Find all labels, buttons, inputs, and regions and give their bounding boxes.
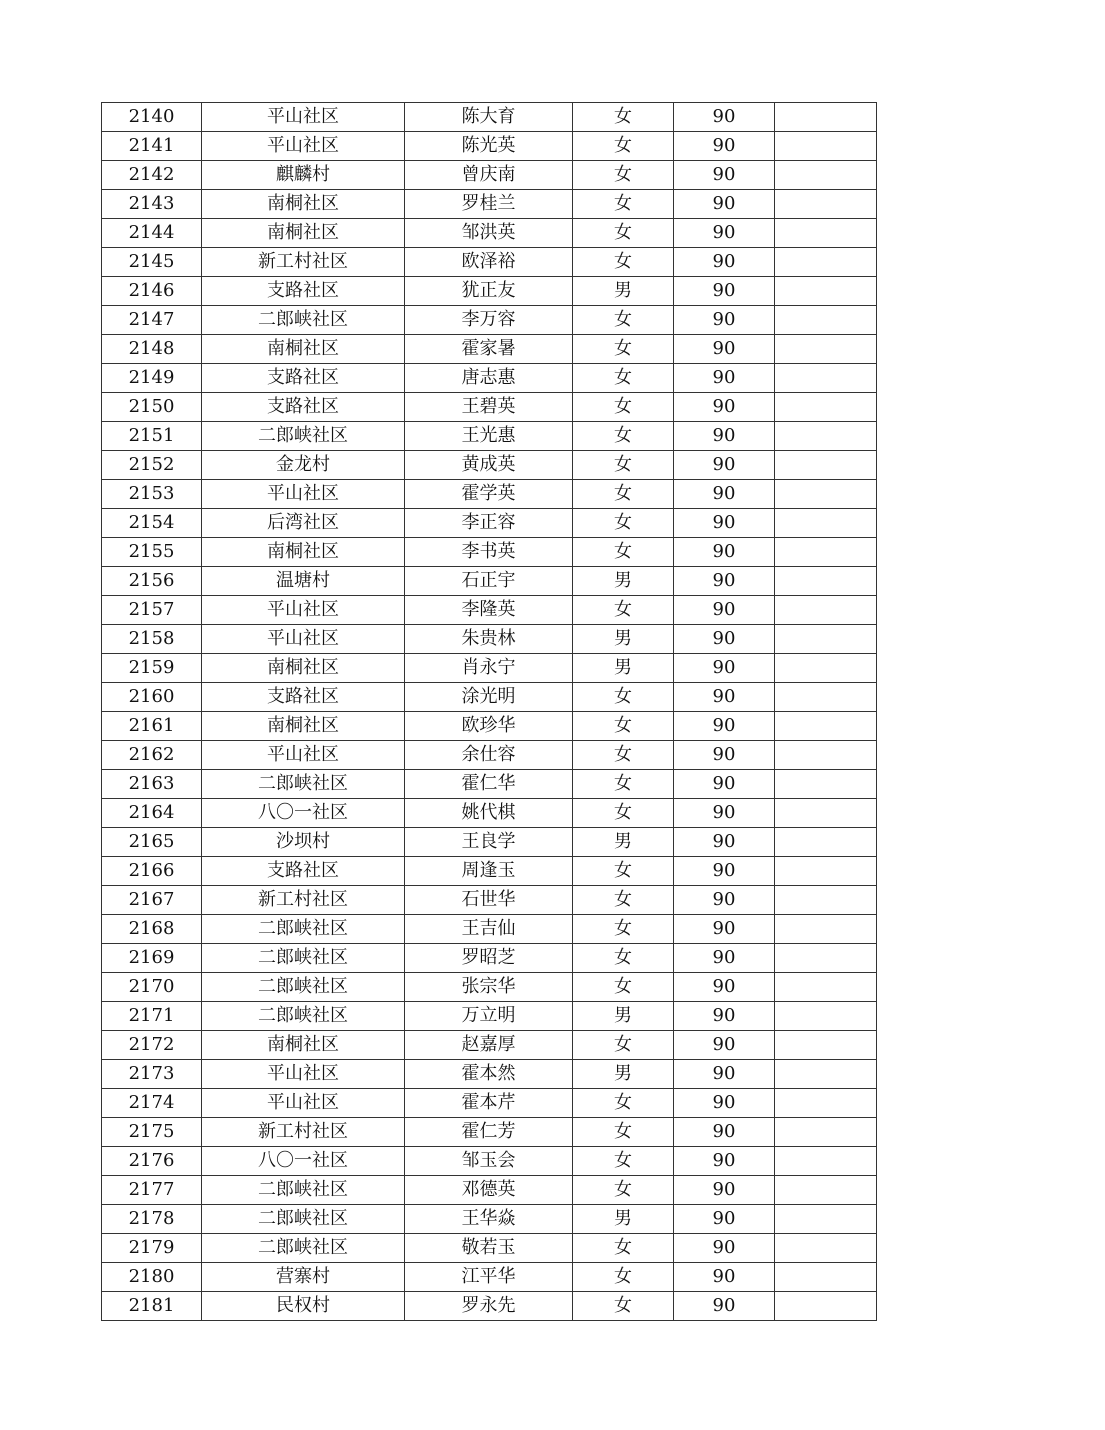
age-cell: 90: [674, 306, 775, 335]
community-cell: 平山社区: [202, 1060, 405, 1089]
row-number-cell: 2150: [102, 393, 202, 422]
table-row: [102, 828, 877, 857]
name-cell: 霍家暑: [405, 335, 573, 364]
table-row: [102, 306, 877, 335]
roster-table-body: [102, 103, 877, 1321]
community-cell: 南桐社区: [202, 190, 405, 219]
gender-cell: 女: [573, 915, 674, 944]
community-cell: 二郎峡社区: [202, 422, 405, 451]
name-cell: 赵嘉厚: [405, 1031, 573, 1060]
table-row: [102, 915, 877, 944]
name-cell: 李隆英: [405, 596, 573, 625]
name-cell: 石世华: [405, 886, 573, 915]
table-row: [102, 422, 877, 451]
row-number-cell: 2147: [102, 306, 202, 335]
table-row: [102, 712, 877, 741]
community-cell: 营寨村: [202, 1263, 405, 1292]
table-row: [102, 364, 877, 393]
name-cell: 犹正友: [405, 277, 573, 306]
name-cell: 王华焱: [405, 1205, 573, 1234]
row-number-cell: 2152: [102, 451, 202, 480]
name-cell: 霍仁芳: [405, 1118, 573, 1147]
gender-cell: 男: [573, 1060, 674, 1089]
name-cell: 李正容: [405, 509, 573, 538]
age-cell: 90: [674, 625, 775, 654]
table-row: [102, 219, 877, 248]
table-row: [102, 973, 877, 1002]
table-row: [102, 683, 877, 712]
gender-cell: 男: [573, 1002, 674, 1031]
note-cell: [775, 828, 877, 857]
name-cell: 霍仁华: [405, 770, 573, 799]
note-cell: [775, 1292, 877, 1321]
row-number-cell: 2181: [102, 1292, 202, 1321]
row-number-cell: 2176: [102, 1147, 202, 1176]
table-row: [102, 944, 877, 973]
name-cell: 李万容: [405, 306, 573, 335]
community-cell: 二郎峡社区: [202, 1002, 405, 1031]
age-cell: 90: [674, 770, 775, 799]
gender-cell: 男: [573, 567, 674, 596]
gender-cell: 女: [573, 886, 674, 915]
gender-cell: 女: [573, 132, 674, 161]
note-cell: [775, 944, 877, 973]
row-number-cell: 2173: [102, 1060, 202, 1089]
table-row: [102, 1031, 877, 1060]
age-cell: 90: [674, 480, 775, 509]
row-number-cell: 2159: [102, 654, 202, 683]
gender-cell: 女: [573, 480, 674, 509]
community-cell: 二郎峡社区: [202, 1205, 405, 1234]
community-cell: 平山社区: [202, 132, 405, 161]
age-cell: 90: [674, 1118, 775, 1147]
note-cell: [775, 973, 877, 1002]
community-cell: 民权村: [202, 1292, 405, 1321]
table-row: [102, 190, 877, 219]
age-cell: 90: [674, 683, 775, 712]
note-cell: [775, 132, 877, 161]
age-cell: 90: [674, 1234, 775, 1263]
note-cell: [775, 741, 877, 770]
row-number-cell: 2178: [102, 1205, 202, 1234]
name-cell: 李书英: [405, 538, 573, 567]
table-row: [102, 1292, 877, 1321]
row-number-cell: 2153: [102, 480, 202, 509]
note-cell: [775, 538, 877, 567]
name-cell: 霍本芹: [405, 1089, 573, 1118]
community-cell: 南桐社区: [202, 712, 405, 741]
age-cell: 90: [674, 364, 775, 393]
table-row: [102, 480, 877, 509]
name-cell: 陈光英: [405, 132, 573, 161]
note-cell: [775, 886, 877, 915]
gender-cell: 女: [573, 1234, 674, 1263]
table-row: [102, 103, 877, 132]
table-row: [102, 161, 877, 190]
name-cell: 霍本然: [405, 1060, 573, 1089]
table-row: [102, 248, 877, 277]
gender-cell: 女: [573, 857, 674, 886]
name-cell: 霍学英: [405, 480, 573, 509]
age-cell: 90: [674, 538, 775, 567]
note-cell: [775, 1263, 877, 1292]
table-row: [102, 770, 877, 799]
gender-cell: 女: [573, 190, 674, 219]
age-cell: 90: [674, 277, 775, 306]
community-cell: 二郎峡社区: [202, 1176, 405, 1205]
row-number-cell: 2144: [102, 219, 202, 248]
age-cell: 90: [674, 190, 775, 219]
row-number-cell: 2156: [102, 567, 202, 596]
gender-cell: 女: [573, 1176, 674, 1205]
note-cell: [775, 1031, 877, 1060]
row-number-cell: 2140: [102, 103, 202, 132]
note-cell: [775, 248, 877, 277]
row-number-cell: 2158: [102, 625, 202, 654]
name-cell: 唐志惠: [405, 364, 573, 393]
row-number-cell: 2157: [102, 596, 202, 625]
name-cell: 石正宇: [405, 567, 573, 596]
age-cell: 90: [674, 1031, 775, 1060]
name-cell: 朱贵林: [405, 625, 573, 654]
note-cell: [775, 103, 877, 132]
community-cell: 平山社区: [202, 625, 405, 654]
row-number-cell: 2172: [102, 1031, 202, 1060]
table-row: [102, 1147, 877, 1176]
note-cell: [775, 451, 877, 480]
gender-cell: 女: [573, 393, 674, 422]
name-cell: 姚代棋: [405, 799, 573, 828]
gender-cell: 男: [573, 277, 674, 306]
row-number-cell: 2165: [102, 828, 202, 857]
table-row: [102, 1234, 877, 1263]
age-cell: 90: [674, 741, 775, 770]
community-cell: 二郎峡社区: [202, 944, 405, 973]
gender-cell: 男: [573, 625, 674, 654]
gender-cell: 女: [573, 1263, 674, 1292]
community-cell: 沙坝村: [202, 828, 405, 857]
note-cell: [775, 1147, 877, 1176]
gender-cell: 女: [573, 741, 674, 770]
row-number-cell: 2148: [102, 335, 202, 364]
note-cell: [775, 1176, 877, 1205]
note-cell: [775, 1060, 877, 1089]
table-row: [102, 1118, 877, 1147]
note-cell: [775, 422, 877, 451]
community-cell: 支路社区: [202, 683, 405, 712]
community-cell: 支路社区: [202, 277, 405, 306]
name-cell: 罗永先: [405, 1292, 573, 1321]
community-cell: 平山社区: [202, 596, 405, 625]
community-cell: 平山社区: [202, 1089, 405, 1118]
row-number-cell: 2155: [102, 538, 202, 567]
row-number-cell: 2163: [102, 770, 202, 799]
note-cell: [775, 364, 877, 393]
note-cell: [775, 1002, 877, 1031]
note-cell: [775, 1205, 877, 1234]
name-cell: 欧泽裕: [405, 248, 573, 277]
note-cell: [775, 857, 877, 886]
community-cell: 平山社区: [202, 741, 405, 770]
table-row: [102, 886, 877, 915]
table-row: [102, 277, 877, 306]
name-cell: 余仕容: [405, 741, 573, 770]
community-cell: 新工村社区: [202, 248, 405, 277]
note-cell: [775, 306, 877, 335]
age-cell: 90: [674, 1060, 775, 1089]
note-cell: [775, 770, 877, 799]
community-cell: 南桐社区: [202, 335, 405, 364]
community-cell: 八〇一社区: [202, 1147, 405, 1176]
age-cell: 90: [674, 973, 775, 1002]
community-cell: 新工村社区: [202, 1118, 405, 1147]
community-cell: 支路社区: [202, 393, 405, 422]
table-row: [102, 1089, 877, 1118]
row-number-cell: 2170: [102, 973, 202, 1002]
age-cell: 90: [674, 335, 775, 364]
community-cell: 二郎峡社区: [202, 1234, 405, 1263]
age-cell: 90: [674, 654, 775, 683]
note-cell: [775, 1089, 877, 1118]
row-number-cell: 2142: [102, 161, 202, 190]
table-row: [102, 1263, 877, 1292]
age-cell: 90: [674, 567, 775, 596]
community-cell: 二郎峡社区: [202, 770, 405, 799]
note-cell: [775, 335, 877, 364]
name-cell: 邹洪英: [405, 219, 573, 248]
gender-cell: 女: [573, 161, 674, 190]
table-row: [102, 654, 877, 683]
name-cell: 陈大育: [405, 103, 573, 132]
row-number-cell: 2145: [102, 248, 202, 277]
note-cell: [775, 625, 877, 654]
name-cell: 涂光明: [405, 683, 573, 712]
row-number-cell: 2151: [102, 422, 202, 451]
note-cell: [775, 654, 877, 683]
age-cell: 90: [674, 596, 775, 625]
note-cell: [775, 509, 877, 538]
gender-cell: 女: [573, 219, 674, 248]
age-cell: 90: [674, 799, 775, 828]
age-cell: 90: [674, 712, 775, 741]
age-cell: 90: [674, 422, 775, 451]
gender-cell: 女: [573, 335, 674, 364]
table-row: [102, 567, 877, 596]
age-cell: 90: [674, 915, 775, 944]
table-row: [102, 741, 877, 770]
gender-cell: 女: [573, 1147, 674, 1176]
table-row: [102, 1176, 877, 1205]
gender-cell: 女: [573, 1089, 674, 1118]
community-cell: 金龙村: [202, 451, 405, 480]
gender-cell: 女: [573, 944, 674, 973]
row-number-cell: 2146: [102, 277, 202, 306]
note-cell: [775, 190, 877, 219]
community-cell: 南桐社区: [202, 219, 405, 248]
table-row: [102, 799, 877, 828]
age-cell: 90: [674, 219, 775, 248]
note-cell: [775, 567, 877, 596]
name-cell: 王碧英: [405, 393, 573, 422]
note-cell: [775, 219, 877, 248]
name-cell: 周逢玉: [405, 857, 573, 886]
community-cell: 二郎峡社区: [202, 973, 405, 1002]
gender-cell: 女: [573, 1031, 674, 1060]
gender-cell: 女: [573, 306, 674, 335]
community-cell: 支路社区: [202, 857, 405, 886]
community-cell: 二郎峡社区: [202, 306, 405, 335]
row-number-cell: 2161: [102, 712, 202, 741]
gender-cell: 女: [573, 509, 674, 538]
name-cell: 欧珍华: [405, 712, 573, 741]
community-cell: 支路社区: [202, 364, 405, 393]
name-cell: 万立明: [405, 1002, 573, 1031]
community-cell: 二郎峡社区: [202, 915, 405, 944]
note-cell: [775, 683, 877, 712]
gender-cell: 女: [573, 1292, 674, 1321]
age-cell: 90: [674, 1292, 775, 1321]
age-cell: 90: [674, 1176, 775, 1205]
row-number-cell: 2174: [102, 1089, 202, 1118]
row-number-cell: 2154: [102, 509, 202, 538]
community-cell: 南桐社区: [202, 654, 405, 683]
gender-cell: 女: [573, 364, 674, 393]
community-cell: 温塘村: [202, 567, 405, 596]
age-cell: 90: [674, 103, 775, 132]
row-number-cell: 2179: [102, 1234, 202, 1263]
row-number-cell: 2164: [102, 799, 202, 828]
row-number-cell: 2141: [102, 132, 202, 161]
row-number-cell: 2162: [102, 741, 202, 770]
community-cell: 南桐社区: [202, 538, 405, 567]
name-cell: 罗桂兰: [405, 190, 573, 219]
table-row: [102, 451, 877, 480]
note-cell: [775, 596, 877, 625]
age-cell: 90: [674, 393, 775, 422]
row-number-cell: 2168: [102, 915, 202, 944]
name-cell: 肖永宁: [405, 654, 573, 683]
gender-cell: 女: [573, 248, 674, 277]
row-number-cell: 2160: [102, 683, 202, 712]
gender-cell: 女: [573, 712, 674, 741]
note-cell: [775, 1234, 877, 1263]
gender-cell: 男: [573, 654, 674, 683]
age-cell: 90: [674, 944, 775, 973]
name-cell: 江平华: [405, 1263, 573, 1292]
name-cell: 邹玉会: [405, 1147, 573, 1176]
age-cell: 90: [674, 161, 775, 190]
note-cell: [775, 712, 877, 741]
table-row: [102, 132, 877, 161]
note-cell: [775, 480, 877, 509]
name-cell: 邓德英: [405, 1176, 573, 1205]
community-cell: 平山社区: [202, 480, 405, 509]
note-cell: [775, 799, 877, 828]
age-cell: 90: [674, 1263, 775, 1292]
gender-cell: 女: [573, 973, 674, 1002]
table-row: [102, 1060, 877, 1089]
name-cell: 王吉仙: [405, 915, 573, 944]
row-number-cell: 2166: [102, 857, 202, 886]
note-cell: [775, 1118, 877, 1147]
community-cell: 后湾社区: [202, 509, 405, 538]
note-cell: [775, 915, 877, 944]
note-cell: [775, 393, 877, 422]
note-cell: [775, 277, 877, 306]
row-number-cell: 2143: [102, 190, 202, 219]
gender-cell: 女: [573, 538, 674, 567]
row-number-cell: 2149: [102, 364, 202, 393]
age-cell: 90: [674, 857, 775, 886]
row-number-cell: 2167: [102, 886, 202, 915]
table-row: [102, 393, 877, 422]
age-cell: 90: [674, 1147, 775, 1176]
community-cell: 八〇一社区: [202, 799, 405, 828]
table-row: [102, 335, 877, 364]
community-cell: 南桐社区: [202, 1031, 405, 1060]
row-number-cell: 2169: [102, 944, 202, 973]
community-cell: 麒麟村: [202, 161, 405, 190]
age-cell: 90: [674, 1002, 775, 1031]
gender-cell: 男: [573, 1205, 674, 1234]
gender-cell: 女: [573, 799, 674, 828]
name-cell: 王良学: [405, 828, 573, 857]
gender-cell: 女: [573, 596, 674, 625]
gender-cell: 女: [573, 683, 674, 712]
gender-cell: 女: [573, 451, 674, 480]
age-cell: 90: [674, 132, 775, 161]
gender-cell: 女: [573, 770, 674, 799]
gender-cell: 女: [573, 103, 674, 132]
age-cell: 90: [674, 509, 775, 538]
name-cell: 曾庆南: [405, 161, 573, 190]
table-row: [102, 625, 877, 654]
age-cell: 90: [674, 451, 775, 480]
note-cell: [775, 161, 877, 190]
age-cell: 90: [674, 1089, 775, 1118]
name-cell: 罗昭芝: [405, 944, 573, 973]
table-row: [102, 538, 877, 567]
name-cell: 敬若玉: [405, 1234, 573, 1263]
age-cell: 90: [674, 1205, 775, 1234]
row-number-cell: 2180: [102, 1263, 202, 1292]
row-number-cell: 2177: [102, 1176, 202, 1205]
age-cell: 90: [674, 828, 775, 857]
community-cell: 平山社区: [202, 103, 405, 132]
gender-cell: 女: [573, 1118, 674, 1147]
table-row: [102, 1205, 877, 1234]
roster-table: [101, 102, 877, 1321]
table-row: [102, 596, 877, 625]
row-number-cell: 2171: [102, 1002, 202, 1031]
table-row: [102, 1002, 877, 1031]
age-cell: 90: [674, 248, 775, 277]
name-cell: 王光惠: [405, 422, 573, 451]
table-row: [102, 857, 877, 886]
community-cell: 新工村社区: [202, 886, 405, 915]
age-cell: 90: [674, 886, 775, 915]
gender-cell: 女: [573, 422, 674, 451]
name-cell: 张宗华: [405, 973, 573, 1002]
row-number-cell: 2175: [102, 1118, 202, 1147]
gender-cell: 男: [573, 828, 674, 857]
name-cell: 黄成英: [405, 451, 573, 480]
table-row: [102, 509, 877, 538]
